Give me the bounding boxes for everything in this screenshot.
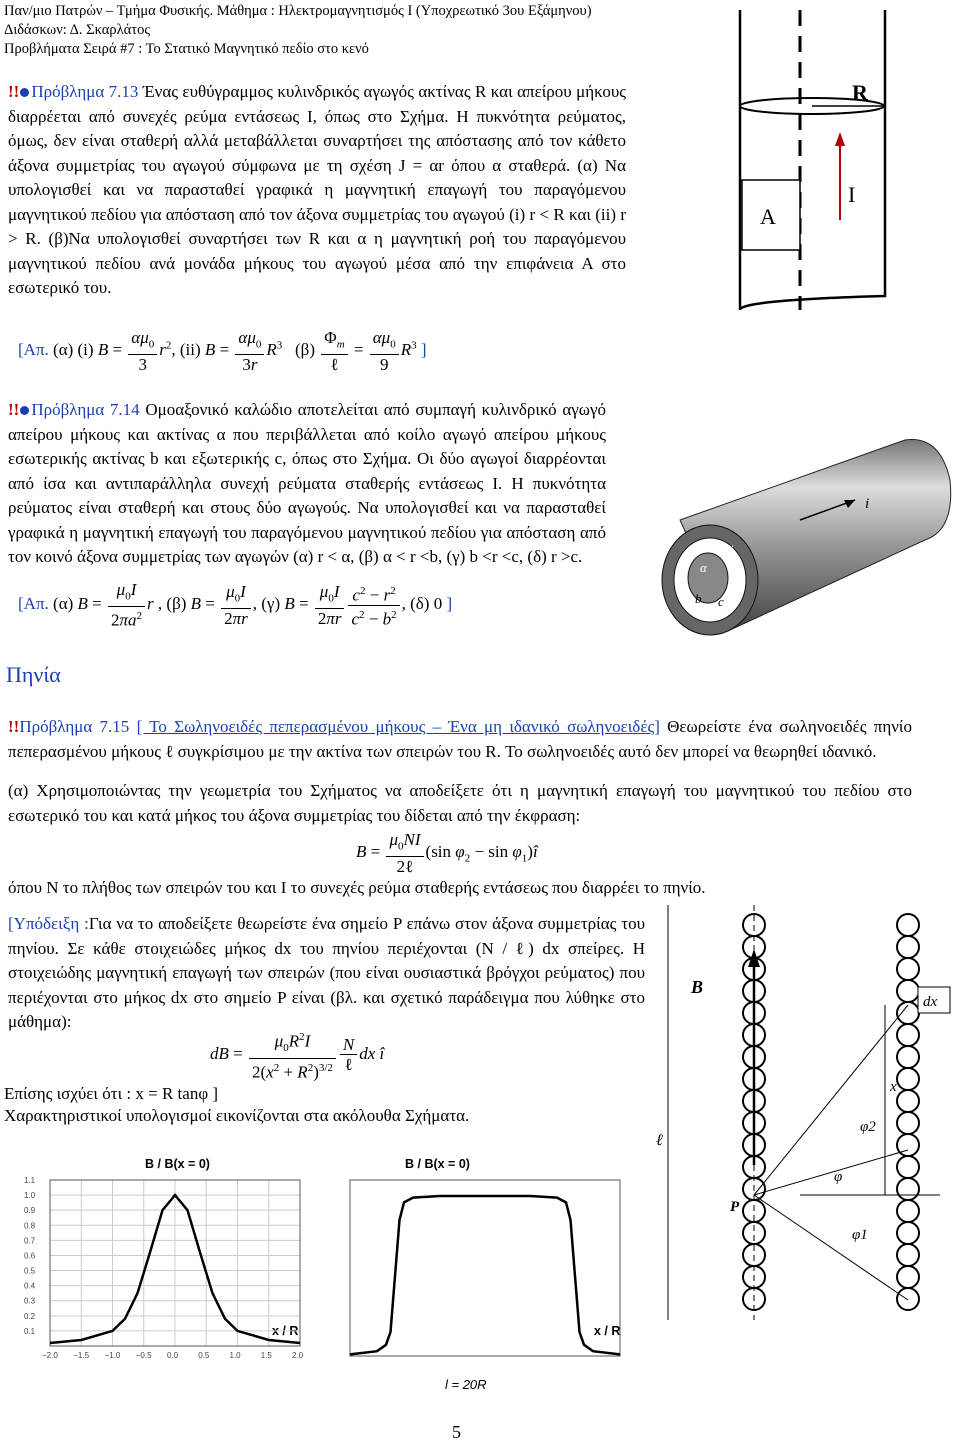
cylinder-figure <box>680 10 955 320</box>
label-B: B <box>691 977 704 997</box>
chart1-y-tick: 1.0 <box>24 1191 36 1201</box>
formula-B: B = $\frac{\mu_0NI}{\text{2ℓ}}$ (sin $\varphi_2 - \sin$ $\varphi_1)î$ <box>356 830 538 877</box>
problem-7-13-text: !! Πρόβλημα 7.13 Ένας ευθύγραμμος κυλινδρικός αγωγός ακτίνας R και απείρου μήκους διαρρέεται από συνεχές ρεύμα εντάσεως Ι, όπως στο Σχήμα. Η πυκνότητα ρεύματος, όμως, δεν είναι σταθερή αλλά μεταβάλλεται συναρτήσει της απόστασης από τον κάθετο άξονα συμμετρίας του αγωγού σύμφωνα με τη σχέση J = αr όπου α σταθερά. (α) Να υπολογισθεί και να παρασταθεί γραφικά η μαγνητική επαγωγή του παραγόμενου μαγνητικού πεδίου για απόσταση από τον άξονα συμμετρίας του αγωγού (i) r < R και (ii) r > R. (β)Να υπολογισθεί συναρτήσει των R και α η μαγνητική ροή του παραγόμενου μαγνητικού πεδίου ανά μονάδα μήκους του αγωγού μέσα από την επιφάνεια Α στο εσωτερικό του. <box>8 82 626 297</box>
chart1-x-tick: −2.0 <box>42 1351 58 1360</box>
coaxial-cable-figure <box>640 430 955 655</box>
chart1-x-tick: 0.5 <box>198 1351 210 1360</box>
chart1-x-tick: −1.5 <box>73 1351 90 1360</box>
label-phi1: φ1 <box>852 1227 868 1243</box>
header-line-3: Προβλήματα Σειρά #7 : Το Στατικό Μαγνητικό πεδίο στο κενό <box>4 41 369 57</box>
chart1-y-tick: 1.1 <box>24 1176 36 1185</box>
chart1-y-tick: 0.5 <box>24 1266 36 1276</box>
answer-7-13: [Απ. (α) (i) B = $\frac{\alpha\mu_0}{3}$ $r^2$, (ii) B = $\frac{\alpha\mu_0}{3r}$ $R^3$ (β) $\frac{\Phi_m}{\text{ℓ}}$ = $\frac{\alpha\mu_0}{9}$ $R^3$ ] <box>18 328 427 375</box>
chart2-xlabel: x / R <box>594 1324 621 1338</box>
chart1-y-tick: 0.9 <box>24 1206 36 1216</box>
problem-7-15-part-a: (α) Χρησιμοποιώντας την γεωμετρία του Σχήματος να αποδείξετε ότι η μαγνητική επαγωγή του μαγνητικού του πεδίου στο εσωτερικό του και κατά μήκος του άξονα συμμετρίας του δίδεται από την έκφραση: <box>8 781 912 825</box>
label-dx: dx <box>923 994 938 1010</box>
chart1-y-tick: 0.7 <box>24 1236 36 1246</box>
label-A: A <box>760 204 776 229</box>
label-i-outer: i <box>865 496 870 512</box>
problem-7-15-text: !!Πρόβλημα 7.15 [ Το Σωληνοειδές πεπερασμένου μήκους – Ένα μη ιδανικό σωληνοειδές] Θεωρείστε ένα σωληνοειδές πηνίο πεπερασμένου μήκους ℓ συγκρίσιμου με την ακτίνα των σπειρών του R. Το σωληνοειδές αυτό δεν μπορεί να θεωρηθεί ιδανικό. <box>8 717 913 761</box>
problem-7-14-title: Πρόβλημα 7.14 <box>31 400 140 419</box>
label-l: ℓ <box>656 1132 663 1149</box>
bullet-icon <box>20 406 29 415</box>
chart1-x-tick: 1.5 <box>260 1351 272 1360</box>
chart1-x-tick: 1.0 <box>229 1351 241 1360</box>
chart1-y-tick: 0.3 <box>24 1296 36 1306</box>
tan-relation: Επίσης ισχύει ότι : x = R tanφ ] <box>4 1084 219 1103</box>
label-x: x <box>890 1079 897 1095</box>
chart1-ylabel: B / B(x = 0) <box>145 1157 210 1171</box>
chart2-ylabel: B / B(x = 0) <box>405 1157 470 1171</box>
problem-7-13-title: Πρόβλημα 7.13 <box>31 82 139 101</box>
label-P: P <box>730 1199 740 1215</box>
problem-7-14-text: !! Πρόβλημα 7.14 Ομοαξονικό καλώδιο αποτελείται από συμπαγή κυλινδρικό αγωγό απείρου μήκους και ακτίνας α που περιβάλλεται από κοίλο αγωγό απείρου μήκους εσωτερικής ακτίνας b και εξωτερικής c, όπως στο Σχήμα. Οι δύο αγωγοί διαρρέονται από ίσα και αντιπαράλληλα συνεχή ρεύματα σταθερής εντάσεως Ι. Η πυκνότητα ρεύματος είναι σταθερή και στους δύο αγωγούς. Να υπολογισθεί και να παρασταθεί γραφικά η μαγνητική επαγωγή του παραγόμενου μαγνητικού πεδίου για απόσταση από τον κοινό άξονα συμμετρίας των αγωγών (α) r < α, (β) α < r <b, (γ) b <r <c, (δ) r >c. <box>8 400 606 566</box>
chart1-y-tick: 0.6 <box>24 1251 36 1261</box>
header-line-2: Διδάσκων: Δ. Σκαρλάτος <box>4 22 151 38</box>
problem-7-15-subtitle: [ Το Σωληνοειδές πεπερασμένου μήκους – Ένα μη ιδανικό σωληνοειδές] <box>136 717 660 736</box>
label-c: c <box>718 594 724 609</box>
chart1-x-tick: 2.0 <box>292 1351 304 1360</box>
problem-7-15-title: Πρόβλημα 7.15 <box>19 717 130 736</box>
chart1 <box>20 1176 310 1386</box>
chart2-caption: l = 20R <box>445 1377 487 1392</box>
chart1-x-tick: −1.0 <box>104 1351 121 1360</box>
header-line-1: Παν/μιο Πατρών – Τμήμα Φυσικής. Μάθημα : Ηλεκτρομαγνητισμός Ι (Υποχρεωτικό 3ου Εξάμηνου) <box>4 3 592 19</box>
answer-7-14: [Απ. (α) B = $\frac{\mu_0I}{2\pi a^2}$ r , (β) B = $\frac{\mu_0I}{2\pi r}$ , (γ) B = $\frac{\mu_0I}{2\pi r}$ $\frac{c^2 - r^2}{c^2 - b^2}$ , (δ) 0 ] <box>18 580 453 631</box>
chart1-x-tick: −0.5 <box>135 1351 152 1360</box>
page-number: 5 <box>452 1422 461 1442</box>
chart2-series <box>350 1196 620 1354</box>
chart1-y-tick: 0.4 <box>24 1281 36 1291</box>
chart1-y-tick: 0.8 <box>24 1221 36 1231</box>
label-b: b <box>695 591 702 606</box>
label-I: I <box>848 182 856 207</box>
section-heading: Πηνία <box>6 662 61 687</box>
chart1-y-tick: 0.1 <box>24 1326 36 1336</box>
figures-intro: Χαρακτηριστικοί υπολογισμοί εικονίζονται στα ακόλουθα Σχήματα. <box>4 1106 470 1125</box>
label-a: α <box>700 560 707 575</box>
chart1-y-tick: 0.2 <box>24 1311 36 1321</box>
label-phi: φ <box>834 1169 843 1185</box>
bullet-icon <box>20 88 29 97</box>
formula-dB: dB = $\frac{\mu_0R^2I}{2(x^2 + R^2)^{3/2}}$ $\frac{N}{\text{ℓ}}$ dx î <box>210 1028 384 1082</box>
chart1-xlabel: x / R <box>272 1324 299 1338</box>
label-i-inner: i <box>730 542 734 557</box>
problem-7-15-definitions: όπου N το πλήθος των σπειρών του και I το συνεχές ρεύμα σταθερής εντάσεως που διαρρέει το πηνίο. <box>8 878 706 897</box>
solenoid-geometry-figure <box>650 905 955 1330</box>
chart1-x-tick: 0.0 <box>167 1351 179 1360</box>
hint-text: [Υπόδειξη :Για να το αποδείξετε θεωρείστε ένα σημείο P επάνω στον άξονα συμμετρίας του πηνίου. Σε κάθε στοιχειώδες μήκος dx του πηνίου περιέχονται (N / ℓ) dx σπείρες. Η στοιχειώδης μαγνητική επαγωγή των σπειρών (που είναι ουσιαστικά βρόγχοι ρεύματος) που περιέχονται στο μήκος dx στο σημείο P είναι (βλ. και σχετικό παράδειγμα που λύθηκε στο μάθημα): <box>8 914 646 1031</box>
label-phi2: φ2 <box>860 1119 876 1135</box>
label-R: R <box>852 80 868 105</box>
chart2 <box>330 1176 630 1386</box>
